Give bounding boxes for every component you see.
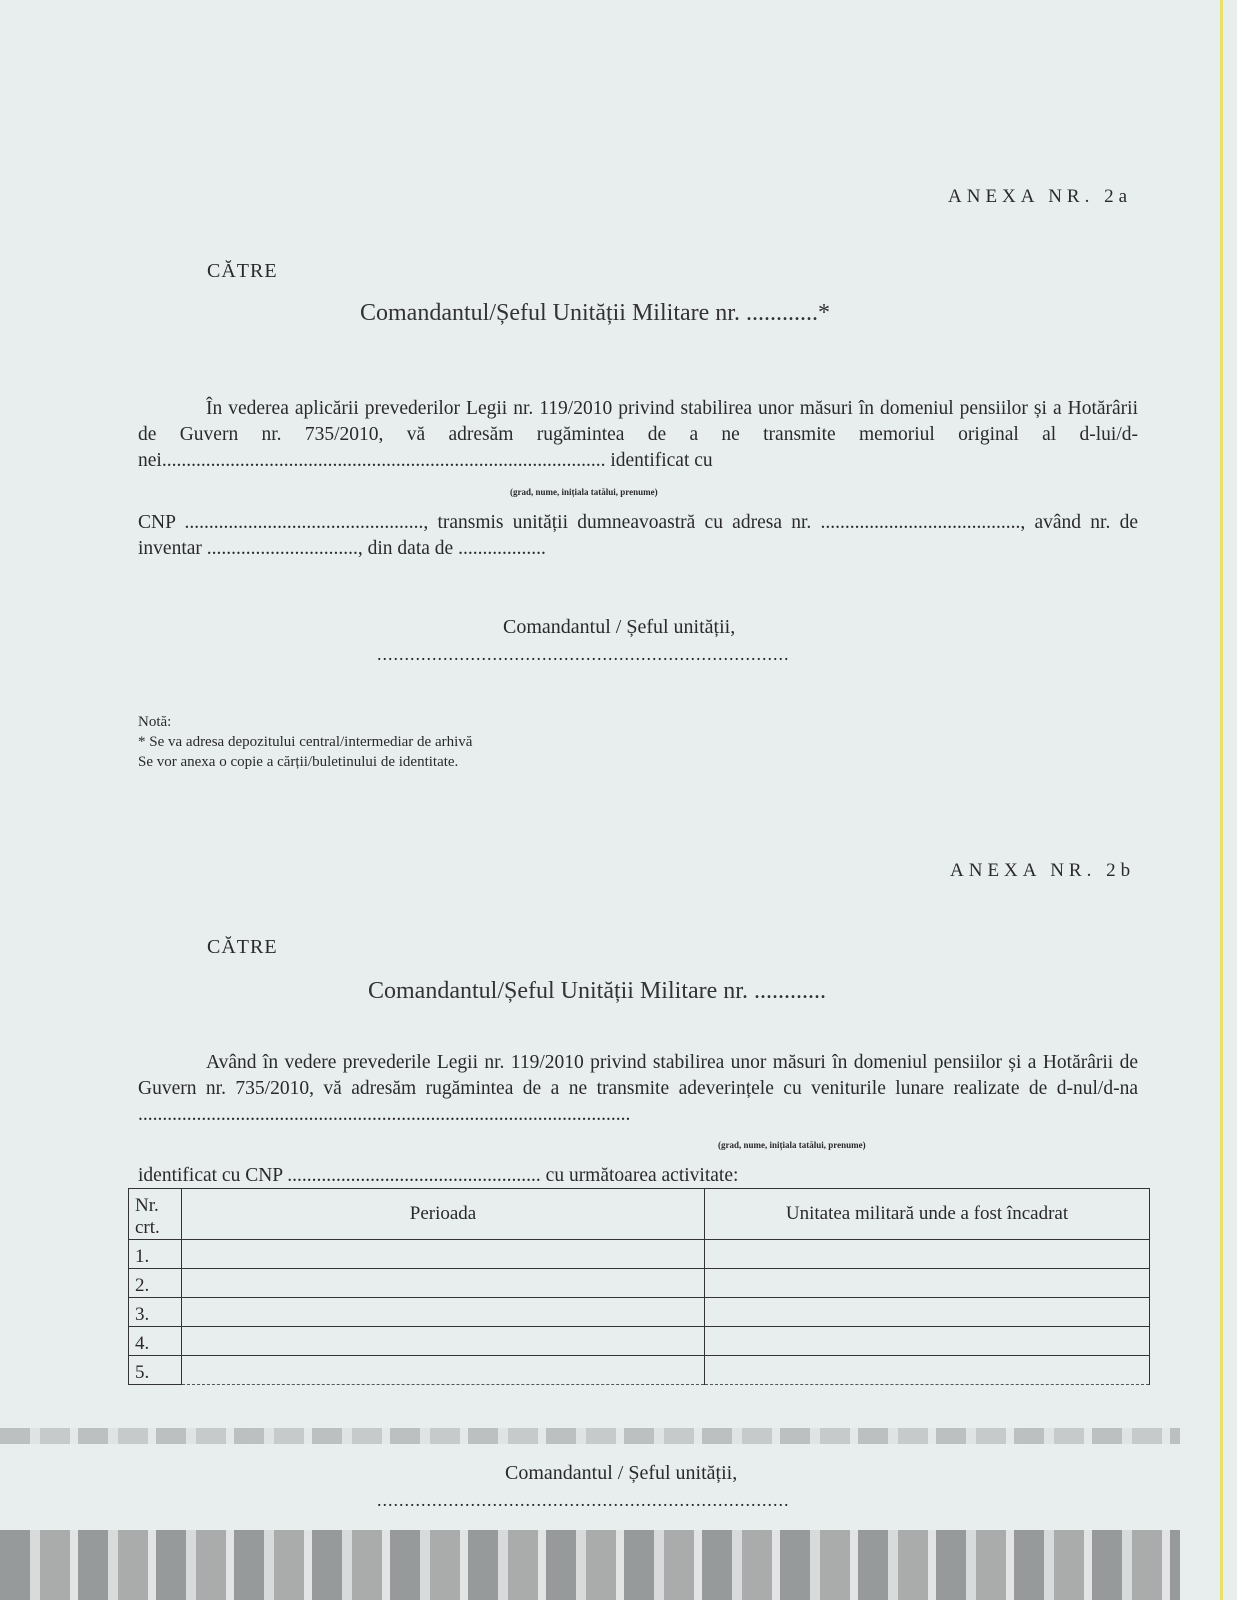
annex-2a-label: ANEXA NR. 2a [948,186,1133,207]
period-cell[interactable] [182,1356,705,1385]
table-row [129,1327,1150,1356]
annex-2a-body: În vederea aplicării prevederilor Legii nr. 119/2010 privind stabilirea unor măsuri în domeniul pensiilor și a Hotărârii de Guvern nr. 735/2010, vă adresăm rugămintea de a ne transmite memoriul original al d-lui/d-nei........................................................................................... identificat cu [138,398,1138,471]
period-cell[interactable] [182,1298,705,1327]
note-line: Se vor anexa o copie a cărții/buletinului de identitate. [138,754,459,770]
scan-artifact [0,1530,1180,1600]
annex-2a-signature-line: ........................................................................... [377,644,790,664]
unit-cell[interactable] [705,1356,1150,1385]
row-number: 5. [129,1356,182,1385]
annex-2b-signature-line: ........................................................................... [377,1490,790,1510]
unit-cell[interactable] [705,1298,1150,1327]
row-number: 2. [129,1269,182,1298]
annex-2a-note [138,712,472,772]
annex-2b-signature-label: Comandantul / Șeful unității, [505,1462,738,1484]
row-number: 3. [129,1298,182,1327]
table-row [129,1356,1150,1385]
annex-2b-hint: (grad, nume, inițiala tatălui, prenume) [718,1140,866,1150]
annex-2b-body: Având în vedere prevederile Legii nr. 119/2010 privind stabilirea unor măsuri în domeniul pensiilor și a Hotărârii de Guvern nr. 735/2010, vă adresăm rugămintea de a ne transmite adeverințele cu veniturile lunare realizate de d-nul/d-na ..................................................................................................... [138,1052,1138,1125]
period-cell[interactable] [182,1269,705,1298]
annex-2b-to: CĂTRE [207,936,278,958]
table-row [129,1269,1150,1298]
scan-artifact [0,1428,1180,1444]
annex-2a-recipient: Comandantul/Șeful Unității Militare nr. ............* [360,300,830,326]
table-header [129,1189,1150,1240]
row-number: 4. [129,1327,182,1356]
annex-2a-signature-label: Comandantul / Șeful unității, [503,616,736,638]
annex-2b-cnp-line: identificat cu CNP .................................................... cu următoarea activitate: [138,1165,739,1186]
header-nr: Nr. crt. [129,1189,182,1240]
page-edge [1220,0,1223,1600]
period-cell[interactable] [182,1240,705,1269]
annex-2a-body-cnp: CNP ................................................., transmis unității dumneavoastră cu adresa nr. ........................................., având nr. de inventar ..............................., din data de .................. [138,512,1138,559]
row-number: 1. [129,1240,182,1269]
annex-2b-recipient: Comandantul/Șeful Unității Militare nr. ............ [368,978,826,1004]
header-period: Perioada [182,1189,705,1240]
unit-cell[interactable] [705,1240,1150,1269]
activity-table [128,1188,1150,1385]
note-title: Notă: [138,714,172,730]
annex-2a-hint: (grad, nume, inițiala tatălui, prenume) [510,487,658,497]
annex-2a-to: CĂTRE [207,260,278,282]
period-cell[interactable] [182,1327,705,1356]
header-unit: Unitatea militară unde a fost încadrat [705,1189,1150,1240]
unit-cell[interactable] [705,1269,1150,1298]
table-row [129,1298,1150,1327]
annex-2b-label: ANEXA NR. 2b [950,860,1136,881]
table-row [129,1240,1150,1269]
note-line: * Se va adresa depozitului central/intermediar de arhivă [138,734,473,750]
unit-cell[interactable] [705,1327,1150,1356]
